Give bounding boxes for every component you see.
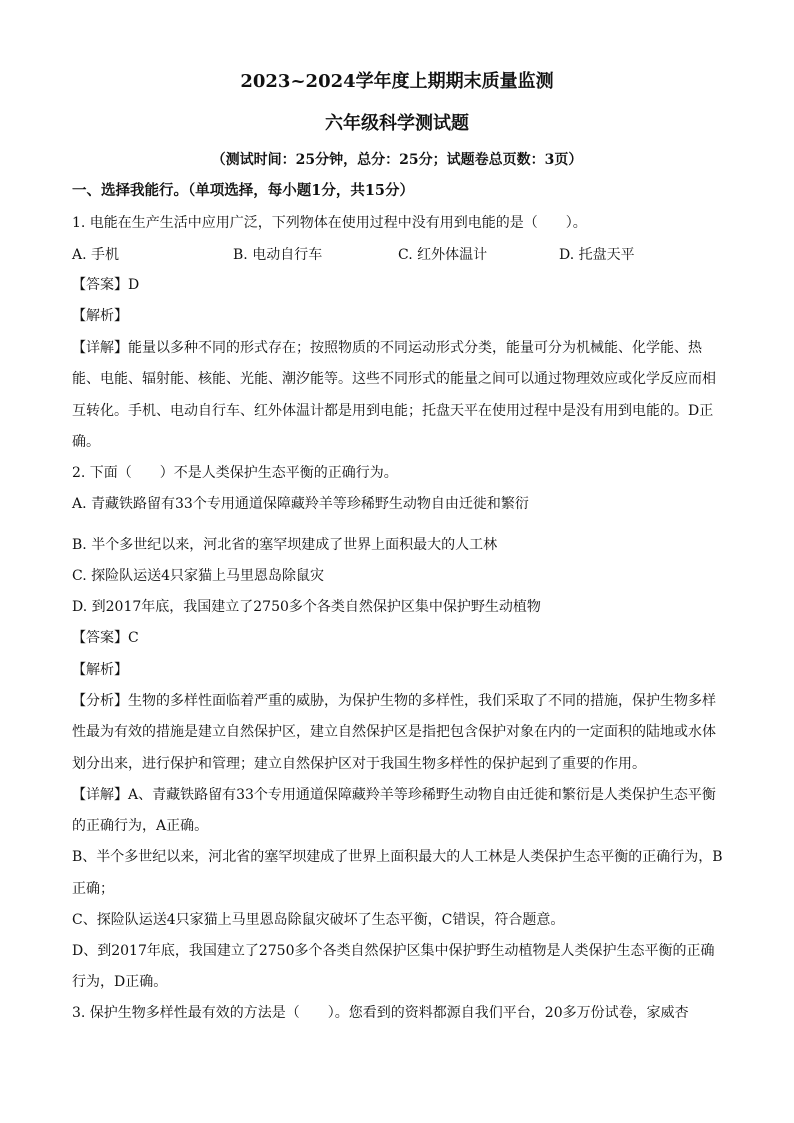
question-2-detail-line: 正确； xyxy=(72,881,114,897)
question-2-stem: 2. 下面（ ）不是人类保护生态平衡的正确行为。 xyxy=(72,465,398,481)
question-2-detail-line: B、半个多世纪以来，河北省的塞罕坝建成了世界上面积最大的人工林是人类保护生态平衡的正确行为，B xyxy=(72,849,723,865)
question-1-detail-line: 【详解】能量以多种不同的形式存在；按照物质的不同运动形式分类，能量可分为机械能、化学能、热 xyxy=(72,340,702,356)
exam-note: （测试时间：25分钟，总分：25分；试题卷总页数：3页） xyxy=(211,152,583,168)
question-1-answer: 【答案】D xyxy=(72,277,140,293)
question-2-detail-line: 行为，D正确。 xyxy=(72,974,168,990)
question-2-analysis-line: 【分析】生物的多样性面临着严重的威胁，为保护生物的多样性，我们采取了不同的措施，保护生物多样 xyxy=(72,693,716,709)
question-1-option-a: A. 手机 xyxy=(72,247,120,263)
question-2-detail-line: 【详解】A、青藏铁路留有33个专用通道保障藏羚羊等珍稀野生动物自由迁徙和繁衍是人类保护生态平衡 xyxy=(72,787,716,803)
question-1-analysis-label: 【解析】 xyxy=(72,308,128,324)
question-2-detail-line: 的正确行为，A正确。 xyxy=(72,818,209,834)
page-title: 2023~2024学年度上期期末质量监测 xyxy=(240,71,554,92)
section-heading: 一、选择我能行。（单项选择，每小题1分，共15分） xyxy=(72,182,415,199)
question-3-stem: 3. 保护生物多样性最有效的方法是（ ）。您看到的资料都源自我们平台，20多万份试卷，家威杏 xyxy=(72,1005,689,1021)
question-2-analysis-label: 【解析】 xyxy=(72,662,128,678)
question-1-option-d: D. 托盘天平 xyxy=(559,247,635,263)
question-1-option-c: C. 红外体温计 xyxy=(398,247,488,263)
question-2-option-d: D. 到2017年底，我国建立了2750多个各类自然保护区集中保护野生动植物 xyxy=(72,599,541,615)
question-2-detail-line: D、到2017年底，我国建立了2750多个各类自然保护区集中保护野生动植物是人类保护生态平衡的正确 xyxy=(72,943,715,959)
question-2-option-c: C. 探险队运送4只家猫上马里恩岛除鼠灾 xyxy=(72,568,325,584)
question-2-option-b: B. 半个多世纪以来，河北省的塞罕坝建成了世界上面积最大的人工林 xyxy=(72,537,498,553)
question-2-analysis-line: 划分出来，进行保护和管理；建立自然保护区对于我国生物多样性的保护起到了重要的作用。 xyxy=(72,756,646,772)
question-2-answer: 【答案】C xyxy=(72,630,139,646)
question-1-detail-line: 确。 xyxy=(72,434,100,450)
page-subtitle: 六年级科学测试题 xyxy=(325,113,469,134)
question-2-detail-line: C、探险队运送4只家猫上马里恩岛除鼠灾破坏了生态平衡，C错误，符合题意。 xyxy=(72,912,565,928)
question-2-analysis-line: 性最为有效的措施是建立自然保护区，建立自然保护区是指把包含保护对象在内的一定面积的陆地或水体 xyxy=(72,724,716,740)
question-1-stem: 1. 电能在生产生活中应用广泛，下列物体在使用过程中没有用到电能的是（ ）。 xyxy=(72,215,587,231)
question-1-option-b: B. 电动自行车 xyxy=(233,247,323,263)
question-2-option-a: A. 青藏铁路留有33个专用通道保障藏羚羊等珍稀野生动物自由迁徙和繁衍 xyxy=(72,496,529,512)
question-1-detail-line: 能、电能、辐射能、核能、光能、潮汐能等。这些不同形式的能量之间可以通过物理效应或化学反应而相 xyxy=(72,371,716,387)
question-1-detail-line: 互转化。手机、电动自行车、红外体温计都是用到电能；托盘天平在使用过程中是没有用到电能的。D正 xyxy=(72,403,714,419)
